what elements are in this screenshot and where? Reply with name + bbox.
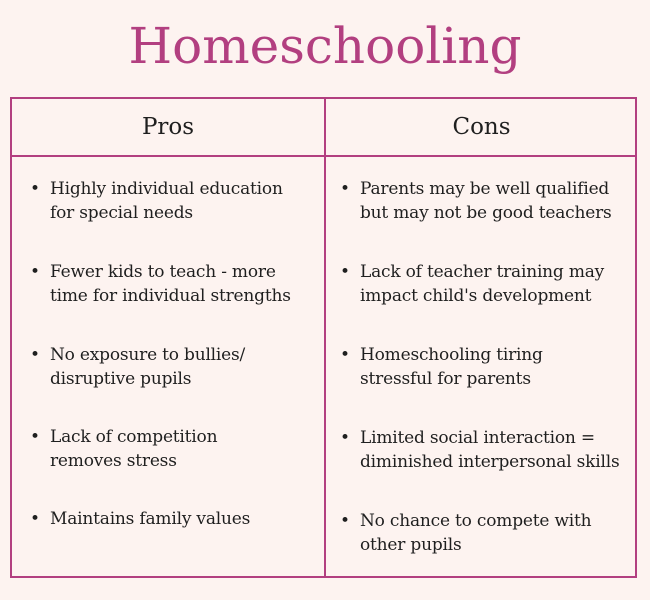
cons-item-text: No chance to compete with other pupils — [360, 511, 592, 555]
cons-item-text: Lack of teacher training may impact child's development — [360, 262, 605, 306]
column-divider — [324, 99, 326, 576]
pros-list-item — [30, 343, 320, 391]
cons-list-item — [340, 343, 632, 391]
bullet-icon: • — [340, 511, 351, 531]
pros-header: Pros — [141, 114, 195, 140]
pros-item-text: Fewer kids to teach - more time for individual strengths — [50, 262, 291, 306]
page-title: Homeschooling — [128, 17, 522, 75]
cons-list-item — [340, 509, 632, 557]
bullet-icon: • — [340, 345, 351, 365]
cons-item-text: Limited social interaction = diminished interpersonal skills — [360, 428, 620, 472]
pros-list-item — [30, 177, 320, 225]
bullet-icon: • — [30, 427, 41, 447]
cons-header: Cons — [452, 114, 511, 140]
cons-item-text: Parents may be well qualified but may not be good teachers — [360, 179, 612, 223]
pros-item-text: Lack of competition removes stress — [50, 427, 218, 471]
bullet-icon: • — [340, 428, 351, 448]
bullet-icon: • — [30, 509, 41, 529]
pros-cons-table — [10, 97, 637, 578]
pros-list-item — [30, 507, 320, 531]
cons-list-item — [340, 426, 632, 474]
cons-list-item — [340, 177, 632, 225]
cons-list-item — [340, 260, 632, 308]
bullet-icon: • — [30, 179, 41, 199]
cons-item-text: Homeschooling tiring stressful for parents — [360, 345, 543, 389]
pros-item-text: No exposure to bullies/ disruptive pupils — [50, 345, 246, 389]
bullet-icon: • — [340, 262, 351, 282]
bullet-icon: • — [340, 179, 351, 199]
pros-list-item — [30, 260, 320, 308]
pros-item-text: Maintains family values — [50, 509, 251, 529]
pros-list-item — [30, 425, 320, 473]
bullet-icon: • — [30, 262, 41, 282]
bullet-icon: • — [30, 345, 41, 365]
header-divider — [12, 155, 635, 157]
pros-item-text: Highly individual education for special needs — [50, 179, 283, 223]
